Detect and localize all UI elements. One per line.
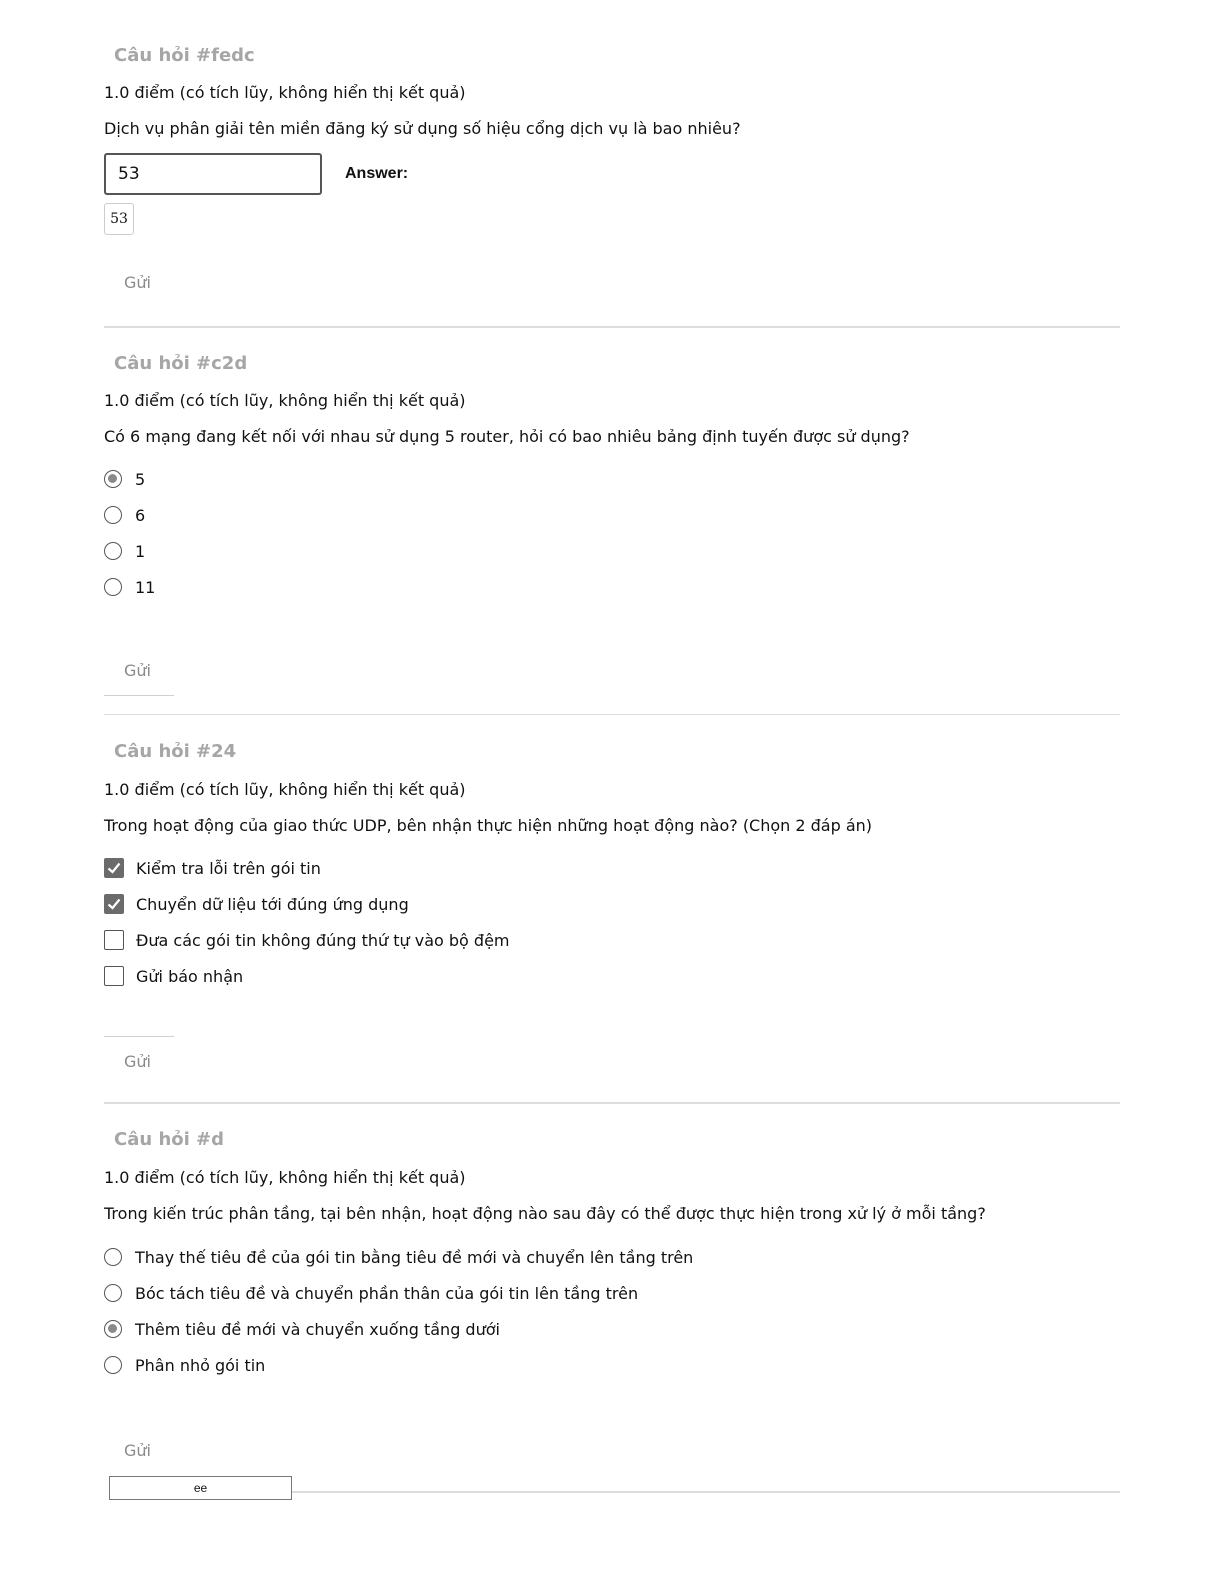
submit-overline — [104, 1036, 174, 1037]
radio-button[interactable] — [104, 506, 122, 524]
radio-button[interactable] — [104, 578, 122, 596]
question-title: Câu hỏi #24 — [114, 741, 237, 762]
question-title: Câu hỏi #d — [114, 1129, 225, 1150]
option-label: 5 — [135, 469, 146, 489]
checkbox[interactable] — [104, 930, 124, 950]
question-title: Câu hỏi #c2d — [114, 353, 248, 374]
radio-option[interactable] — [104, 576, 155, 598]
radio-option[interactable] — [104, 1318, 500, 1340]
checkbox-option[interactable] — [104, 857, 321, 879]
checkbox[interactable] — [104, 858, 124, 878]
option-label: Thay thế tiêu đề của gói tin bằng tiêu đề mới và chuyển lên tầng trên — [135, 1247, 694, 1267]
divider — [104, 326, 1120, 328]
question-points: 1.0 điểm (có tích lũy, không hiển thị kết quả) — [104, 780, 466, 799]
divider — [292, 1491, 1120, 1493]
option-label: 6 — [135, 505, 146, 525]
option-label: Đưa các gói tin không đúng thứ tự vào bộ đệm — [136, 930, 510, 950]
question-title: Câu hỏi #fedc — [114, 45, 255, 66]
option-label: 1 — [135, 541, 146, 561]
option-label: Phân nhỏ gói tin — [135, 1355, 266, 1375]
radio-button[interactable] — [104, 1248, 122, 1266]
check-icon — [107, 862, 121, 874]
radio-button[interactable] — [104, 470, 122, 488]
submit-button[interactable]: Gửi — [124, 273, 151, 292]
check-icon — [107, 898, 121, 910]
option-label: Thêm tiêu đề mới và chuyển xuống tầng dưới — [135, 1319, 500, 1339]
answer-preview: 53 — [104, 203, 134, 235]
question-text: Trong kiến trúc phân tầng, tại bên nhận, hoạt động nào sau đây có thể được thực hiện trong xử lý ở mỗi tầng? — [104, 1204, 986, 1223]
checkbox-option[interactable] — [104, 929, 510, 951]
radio-option[interactable] — [104, 540, 145, 562]
question-points: 1.0 điểm (có tích lũy, không hiển thị kết quả) — [104, 1168, 466, 1187]
submit-button[interactable]: Gửi — [124, 1052, 151, 1071]
checkbox-option[interactable] — [104, 965, 243, 987]
submit-button[interactable]: Gửi — [124, 661, 151, 680]
submit-underline — [104, 695, 174, 696]
radio-option[interactable] — [104, 1354, 265, 1376]
radio-option[interactable] — [104, 1246, 693, 1268]
radio-button[interactable] — [104, 1284, 122, 1302]
question-points: 1.0 điểm (có tích lũy, không hiển thị kết quả) — [104, 83, 466, 102]
submit-button[interactable]: Gửi — [124, 1441, 151, 1460]
question-text: Có 6 mạng đang kết nối với nhau sử dụng 5 router, hỏi có bao nhiêu bảng định tuyến được sử dụng? — [104, 427, 910, 446]
question-points: 1.0 điểm (có tích lũy, không hiển thị kết quả) — [104, 391, 466, 410]
divider — [104, 1102, 1120, 1104]
option-label: Bóc tách tiêu đề và chuyển phần thân của gói tin lên tầng trên — [135, 1283, 639, 1303]
question-text: Trong hoạt động của giao thức UDP, bên nhận thực hiện những hoạt động nào? (Chọn 2 đáp án) — [104, 816, 873, 835]
question-text: Dịch vụ phân giải tên miền đăng ký sử dụng số hiệu cổng dịch vụ là bao nhiêu? — [104, 119, 741, 138]
checkbox[interactable] — [104, 894, 124, 914]
answer-label: Answer: — [345, 165, 409, 182]
divider — [104, 714, 1120, 715]
option-label: 11 — [135, 577, 156, 597]
radio-button[interactable] — [104, 1356, 122, 1374]
option-label: Kiểm tra lỗi trên gói tin — [136, 858, 321, 878]
radio-option[interactable] — [104, 1282, 638, 1304]
radio-option[interactable] — [104, 504, 145, 526]
footer-box[interactable]: ee — [109, 1476, 292, 1500]
radio-button[interactable] — [104, 1320, 122, 1338]
answer-input[interactable]: 53 — [104, 153, 322, 195]
checkbox-option[interactable] — [104, 893, 409, 915]
option-label: Chuyển dữ liệu tới đúng ứng dụng — [136, 894, 409, 914]
radio-option[interactable] — [104, 468, 145, 490]
radio-button[interactable] — [104, 542, 122, 560]
checkbox[interactable] — [104, 966, 124, 986]
option-label: Gửi báo nhận — [136, 966, 244, 986]
